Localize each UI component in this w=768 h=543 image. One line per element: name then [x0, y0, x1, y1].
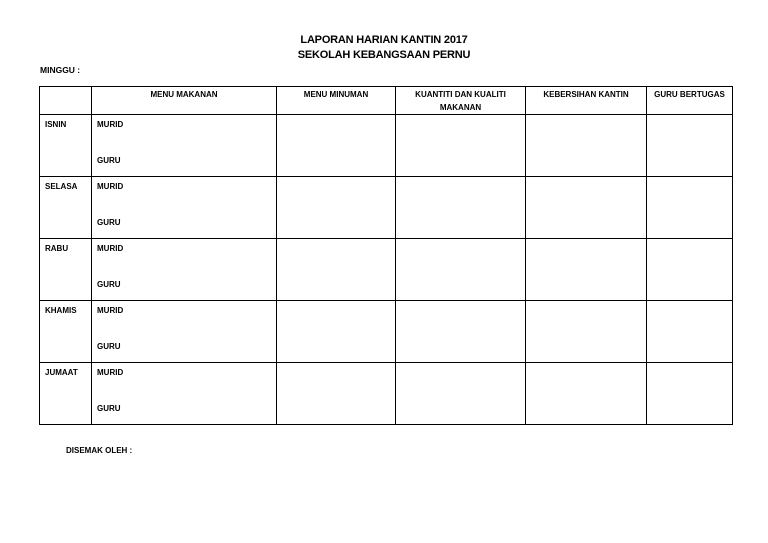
- header-drink-menu: MENU MINUMAN: [277, 87, 396, 115]
- drink-menu-cell[interactable]: [277, 115, 396, 177]
- duty-teacher-cell[interactable]: [647, 239, 733, 301]
- table-row: [40, 115, 733, 177]
- header-row: [40, 87, 733, 115]
- food-quality-cell[interactable]: [396, 115, 526, 177]
- day-label: RABU: [45, 244, 69, 253]
- canteen-report-table: [39, 86, 733, 425]
- header-duty-teacher: GURU BERTUGAS: [647, 87, 733, 115]
- cleanliness-cell[interactable]: [526, 301, 647, 363]
- day-cell: [40, 239, 92, 301]
- verified-by-label: DISEMAK OLEH :: [66, 446, 133, 455]
- table-row: [40, 177, 733, 239]
- teacher-label: GURU: [97, 404, 121, 413]
- header-food-menu: MENU MAKANAN: [92, 87, 277, 115]
- day-cell: [40, 115, 92, 177]
- day-cell: [40, 301, 92, 363]
- cleanliness-cell[interactable]: [526, 115, 647, 177]
- food-quality-cell[interactable]: [396, 363, 526, 425]
- school-name: SEKOLAH KEBANGSAAN PERNU: [297, 49, 471, 61]
- food-menu-cell[interactable]: [92, 177, 277, 239]
- student-label: MURID: [97, 120, 124, 129]
- day-label: JUMAAT: [45, 368, 78, 377]
- food-quality-cell[interactable]: [396, 177, 526, 239]
- duty-teacher-cell[interactable]: [647, 301, 733, 363]
- drink-menu-cell[interactable]: [277, 301, 396, 363]
- duty-teacher-cell[interactable]: [647, 363, 733, 425]
- food-menu-cell[interactable]: [92, 363, 277, 425]
- student-label: MURID: [97, 368, 124, 377]
- food-menu-cell[interactable]: [92, 115, 277, 177]
- table-row: [40, 239, 733, 301]
- day-cell: [40, 363, 92, 425]
- table-row: [40, 363, 733, 425]
- duty-teacher-cell[interactable]: [647, 115, 733, 177]
- duty-teacher-cell[interactable]: [647, 177, 733, 239]
- cleanliness-cell[interactable]: [526, 363, 647, 425]
- food-quality-cell[interactable]: [396, 239, 526, 301]
- student-label: MURID: [97, 244, 124, 253]
- teacher-label: GURU: [97, 342, 121, 351]
- cleanliness-cell[interactable]: [526, 239, 647, 301]
- drink-menu-cell[interactable]: [277, 363, 396, 425]
- header-canteen-cleanliness: KEBERSIHAN KANTIN: [526, 87, 647, 115]
- student-label: MURID: [97, 306, 124, 315]
- drink-menu-cell[interactable]: [277, 239, 396, 301]
- header-day: [40, 87, 92, 115]
- day-label: SELASA: [45, 182, 78, 191]
- food-menu-cell[interactable]: [92, 239, 277, 301]
- student-label: MURID: [97, 182, 124, 191]
- food-menu-cell[interactable]: [92, 301, 277, 363]
- report-title: LAPORAN HARIAN KANTIN 2017: [300, 34, 468, 46]
- day-label: ISNIN: [45, 120, 67, 129]
- table-row: [40, 301, 733, 363]
- teacher-label: GURU: [97, 218, 121, 227]
- day-cell: [40, 177, 92, 239]
- cleanliness-cell[interactable]: [526, 177, 647, 239]
- header-food-quality: KUANTITI DAN KUALITI MAKANAN: [396, 87, 526, 115]
- week-label: MINGGU :: [40, 65, 81, 75]
- teacher-label: GURU: [97, 156, 121, 165]
- food-quality-cell[interactable]: [396, 301, 526, 363]
- drink-menu-cell[interactable]: [277, 177, 396, 239]
- day-label: KHAMIS: [45, 306, 77, 315]
- teacher-label: GURU: [97, 280, 121, 289]
